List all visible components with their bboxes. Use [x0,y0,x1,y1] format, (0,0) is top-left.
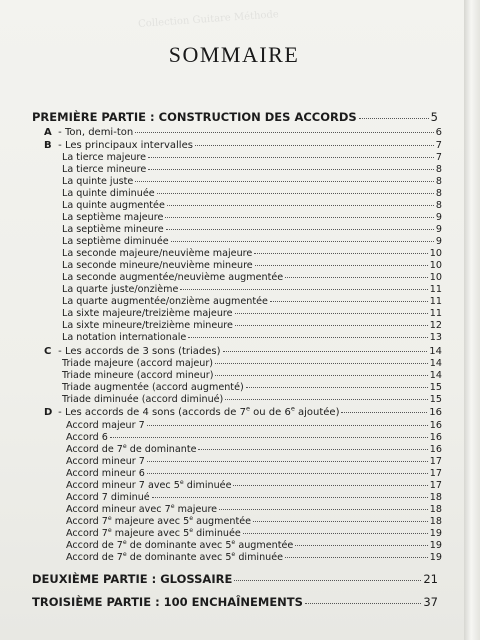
dot-leader [215,375,427,376]
toc-page-number: 7 [435,152,442,163]
toc-subentry [62,261,442,271]
toc-label-text: Accord de 7e de dominante avec 5e diminuée [66,550,284,563]
toc-label-text: DEUXIÈME PARTIE : GLOSSAIRE [32,572,233,586]
toc-label [32,574,232,586]
toc-label [62,249,252,259]
toc-label [62,383,244,393]
toc-label-text: Accord 7 diminué [66,492,150,503]
toc-page-number: 8 [435,176,442,187]
toc-subentry [66,442,442,455]
toc-label [66,478,232,491]
toc-subentry [66,478,442,491]
toc-label [62,395,223,405]
toc-page-number: 10 [429,248,442,259]
toc-page-number: 19 [429,528,442,539]
toc-label-text: Accord mineur 7 [66,456,145,467]
toc-label-text: Accord mineur 7 avec 5e diminuée [66,478,232,491]
toc-label [62,297,268,307]
toc-subentry [62,213,442,223]
dot-leader [219,509,428,510]
toc-label-text: La quinte juste [62,176,134,187]
page-edge [464,0,480,640]
toc-page-number: 15 [429,394,442,405]
toc-subentry [66,457,442,467]
dot-leader [234,580,421,581]
dot-leader [147,473,428,474]
toc-section-entry [44,128,442,138]
toc-subentry [62,371,442,381]
toc-part-entry [32,597,438,609]
toc-subentry [62,201,442,211]
toc-subentry [62,237,442,247]
toc-label [62,177,133,187]
toc-label-text: Accord mineur 6 [66,468,145,479]
toc-subentry [62,189,442,199]
toc-page-number: 16 [429,420,442,431]
toc-label [62,201,165,211]
toc-page-number: 10 [429,272,442,283]
toc-subentry [62,395,442,405]
toc-page-number: 19 [429,552,442,563]
toc-subentry [62,165,442,175]
toc-subentry [62,309,442,319]
dot-leader [233,485,427,486]
dot-leader [243,533,428,534]
toc-page-number: 14 [429,346,442,357]
dot-leader [147,425,428,426]
toc-page-number: 11 [429,308,442,319]
dot-leader [147,461,428,462]
toc-label [44,347,221,357]
toc-section-letter: C [44,346,52,357]
dot-leader [198,449,427,450]
toc-label-text: La seconde mineure/neuvième mineure [62,260,253,271]
toc-label [62,309,233,319]
toc-label-text: Accord 7e majeure avec 5e diminuée [66,526,241,539]
dot-leader [167,205,434,206]
toc-label-text: Accord 7e majeure avec 5e augmentée [66,514,252,527]
toc-label-text: Accord de 7e de dominante avec 5e augmentée [66,538,294,551]
toc-subentry [62,359,442,369]
toc-label [66,457,145,467]
dot-leader [246,387,428,388]
toc-label [62,237,169,247]
toc-page-number: 9 [435,224,442,235]
toc-label-text: Triade mineure (accord mineur) [62,370,214,381]
dot-leader [255,265,428,266]
toc-label [62,359,213,369]
toc-label-text: - Les accords de 4 sons (accords de 7e ou de 6e ajoutée) [55,404,340,418]
toc-label-text: Accord majeur 7 [66,420,145,431]
dot-leader [215,363,428,364]
toc-page-number: 16 [429,432,442,443]
toc-label-text: TROISIÈME PARTIE : 100 ENCHAÎNEMENTS [32,595,303,609]
dot-leader [157,193,434,194]
toc-subentry [66,469,442,479]
toc-label [62,285,178,295]
toc-label [66,421,145,431]
dot-leader [135,132,433,133]
toc-page-number: 17 [429,480,442,491]
toc-label-text: La tierce mineure [62,164,147,175]
toc-label-text: La notation internationale [62,332,187,343]
toc-label-text: La sixte mineure/treizième mineure [62,320,233,331]
toc-subentry [66,433,442,443]
toc-page-number: 13 [429,332,442,343]
toc-label-text: La seconde majeure/neuvième majeure [62,248,253,259]
toc-page-number: 7 [435,140,442,151]
dot-leader [235,325,428,326]
toc-label [66,538,294,551]
toc-page-number: 15 [429,382,442,393]
dot-leader [148,157,434,158]
toc-subentry [62,383,442,393]
dot-leader [254,253,427,254]
dot-leader [270,301,428,302]
toc-subentry [62,249,442,259]
toc-page-number: 16 [429,407,442,418]
toc-page-number: 5 [430,110,438,124]
toc-subentry [62,285,442,295]
toc-subentry [66,538,442,551]
toc-label [66,550,284,563]
toc-label [44,128,133,138]
toc-page-number: 11 [429,284,442,295]
toc-label [66,433,108,443]
toc-label [62,261,253,271]
toc-part-entry [32,574,438,586]
toc-label-text: Accord mineur avec 7e majeure [66,502,218,515]
toc-section-entry [44,141,442,151]
toc-label [32,112,357,124]
dot-leader [188,337,428,338]
toc-page-number: 8 [435,188,442,199]
toc-page-number: 10 [429,260,442,271]
dot-leader [285,557,428,558]
dot-leader [152,497,428,498]
toc-page-number: 19 [429,540,442,551]
toc-label [62,213,163,223]
dot-leader [223,351,428,352]
toc-label-text: La quinte diminuée [62,188,155,199]
toc-page-number: 8 [435,164,442,175]
toc-page-number: 16 [429,444,442,455]
toc-label-text: La quinte augmentée [62,200,165,211]
dot-leader [235,313,428,314]
toc-label [66,493,150,503]
toc-page-number: 21 [423,572,438,586]
dot-leader [359,118,429,119]
toc-label-text: La quarte augmentée/onzième augmentée [62,296,268,307]
toc-label [62,333,186,343]
toc-label-text: La quarte juste/onzième [62,284,179,295]
toc-page-number: 18 [429,492,442,503]
toc-label-text: La tierce majeure [62,152,147,163]
toc-subentry [62,297,442,307]
toc-label-text: - Les accords de 3 sons (triades) [55,346,221,357]
dot-leader [180,289,427,290]
toc-page-number: 11 [429,296,442,307]
toc-label-text: Triade augmentée (accord augmenté) [62,382,244,393]
toc-label [66,442,197,455]
toc-subentry [66,550,442,563]
toc-label [66,502,218,515]
toc-section-letter: A [44,127,52,138]
toc-label-text: - Ton, demi-ton [55,127,134,138]
toc-label [32,597,303,609]
toc-label-text: - Les principaux intervalles [55,140,193,151]
toc-page-number: 14 [429,358,442,369]
toc-label [62,321,233,331]
toc-page-number: 18 [429,516,442,527]
dot-leader [135,181,434,182]
toc-part-entry [32,112,438,124]
toc-label-text: La sixte majeure/treizième majeure [62,308,233,319]
dot-leader [148,169,434,170]
toc-subentry [62,321,442,331]
toc-section-letter: B [44,140,52,151]
toc-label [44,404,340,418]
toc-label-text: Accord 6 [66,432,108,443]
toc-label [62,225,164,235]
toc-label-text: Triade diminuée (accord diminué) [62,394,224,405]
toc-subentry [66,421,442,431]
toc-label-text: La septième mineure [62,224,164,235]
toc-label-text: Triade majeure (accord majeur) [62,358,214,369]
toc-label-text: La septième diminuée [62,236,169,247]
page-title: SOMMAIRE [168,42,300,67]
toc-label [62,273,283,283]
toc-subentry [66,493,442,503]
toc-subentry [62,177,442,187]
dot-leader [341,412,427,413]
toc-page-number: 17 [429,468,442,479]
toc-subentry [62,153,442,163]
dot-leader [305,603,421,604]
dot-leader [110,437,428,438]
faint-print: Collection Guitare Méthode [137,9,280,30]
toc-page-number: 12 [429,320,442,331]
toc-page-number: 37 [423,595,438,609]
dot-leader [253,521,428,522]
toc-subentry [66,526,442,539]
toc-label-text: La septième majeure [62,212,164,223]
toc-page-number: 18 [429,504,442,515]
toc-section-entry [44,404,442,418]
toc-page-number: 17 [429,456,442,467]
dot-leader [285,277,428,278]
toc-page-number: 9 [435,212,442,223]
toc-subentry [62,333,442,343]
toc-page-number: 6 [435,127,442,138]
toc-label [62,371,213,381]
toc-page-number: 9 [435,236,442,247]
toc-subentry [66,514,442,527]
toc-section-entry [44,347,442,357]
toc-label [66,469,145,479]
dot-leader [166,229,434,230]
toc-label [62,165,146,175]
toc-section-letter: D [44,407,53,418]
dot-leader [171,241,434,242]
toc-label [66,514,252,527]
toc-label-text: La seconde augmentée/neuvième augmentée [62,272,284,283]
toc-subentry [62,273,442,283]
toc-page-number: 8 [435,200,442,211]
toc-label [66,526,241,539]
dot-leader [295,545,428,546]
toc-label-text: PREMIÈRE PARTIE : CONSTRUCTION DES ACCORDS [32,110,357,124]
dot-leader [195,145,434,146]
dot-leader [225,399,427,400]
toc-label [62,189,155,199]
toc-subentry [66,502,442,515]
toc-label-text: Accord de 7e de dominante [66,442,197,455]
toc-label [62,153,146,163]
toc-label [44,141,193,151]
dot-leader [165,217,433,218]
toc-page-number: 14 [429,370,442,381]
toc-subentry [62,225,442,235]
